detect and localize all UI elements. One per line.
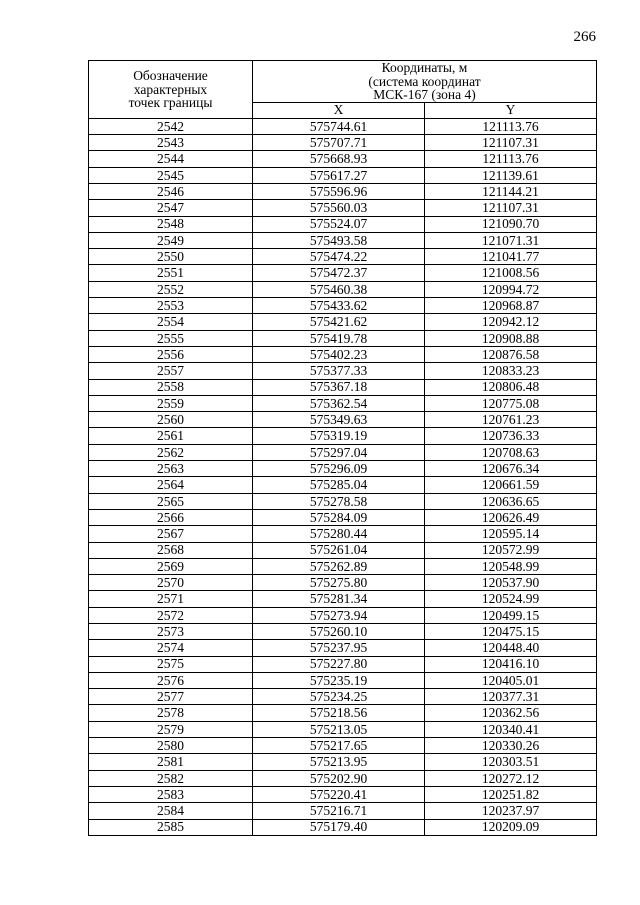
y-coordinate-cell: 121139.61: [425, 167, 597, 183]
y-coordinate-cell: 120499.15: [425, 607, 597, 623]
y-coordinate-cell: 120448.40: [425, 640, 597, 656]
point-id-cell: 2551: [89, 265, 253, 281]
table-row: [89, 167, 597, 183]
point-id-cell: 2550: [89, 249, 253, 265]
y-coordinate-cell: 120572.99: [425, 542, 597, 558]
y-coordinate-cell: 120636.65: [425, 493, 597, 509]
x-coordinate-cell: 575213.95: [253, 754, 425, 770]
x-coordinate-cell: 575235.19: [253, 672, 425, 688]
table-row: [89, 395, 597, 411]
table-row: [89, 379, 597, 395]
x-coordinate-cell: 575216.71: [253, 803, 425, 819]
point-id-cell: 2548: [89, 216, 253, 232]
y-coordinate-cell: 120475.15: [425, 624, 597, 640]
point-id-cell: 2565: [89, 493, 253, 509]
point-id-cell: 2558: [89, 379, 253, 395]
point-header-line-2: характерных: [133, 81, 208, 97]
y-coordinate-cell: 120377.31: [425, 689, 597, 705]
x-coordinate-cell: 575421.62: [253, 314, 425, 330]
table-row: [89, 509, 597, 525]
point-id-cell: 2574: [89, 640, 253, 656]
table-row: [89, 689, 597, 705]
point-id-cell: 2555: [89, 330, 253, 346]
x-coordinate-cell: 575319.19: [253, 428, 425, 444]
point-id-cell: 2557: [89, 363, 253, 379]
y-coordinate-cell: 120340.41: [425, 721, 597, 737]
x-coordinate-cell: 575262.89: [253, 558, 425, 574]
y-coordinate-cell: 120994.72: [425, 281, 597, 297]
coords-header-line-1: Координаты, м: [381, 60, 468, 75]
x-coordinate-cell: 575707.71: [253, 135, 425, 151]
y-coordinate-cell: 120548.99: [425, 558, 597, 574]
point-id-cell: 2542: [89, 118, 253, 134]
x-coordinate-cell: 575227.80: [253, 656, 425, 672]
point-id-cell: 2584: [89, 803, 253, 819]
table-row: [89, 346, 597, 362]
y-coordinate-cell: 120524.99: [425, 591, 597, 607]
y-coordinate-cell: 121090.70: [425, 216, 597, 232]
x-coordinate-cell: 575280.44: [253, 526, 425, 542]
table-row: [89, 721, 597, 737]
table-row: [89, 477, 597, 493]
y-coordinate-cell: 121107.31: [425, 200, 597, 216]
point-id-cell: 2546: [89, 183, 253, 199]
y-coordinate-cell: 120908.88: [425, 330, 597, 346]
y-coordinate-cell: 120942.12: [425, 314, 597, 330]
x-coordinate-cell: 575472.37: [253, 265, 425, 281]
point-id-cell: 2567: [89, 526, 253, 542]
y-coordinate-cell: 120661.59: [425, 477, 597, 493]
table-row: [89, 363, 597, 379]
table-row: [89, 118, 597, 134]
y-coordinate-cell: 121107.31: [425, 135, 597, 151]
x-coordinate-cell: 575296.09: [253, 461, 425, 477]
table-row: [89, 558, 597, 574]
table-row: [89, 591, 597, 607]
y-coordinate-cell: 120968.87: [425, 298, 597, 314]
x-coordinate-cell: 575260.10: [253, 624, 425, 640]
coordinates-header: [253, 61, 597, 103]
x-coordinate-cell: 575560.03: [253, 200, 425, 216]
y-coordinate-cell: 120330.26: [425, 738, 597, 754]
y-coordinate-cell: 120626.49: [425, 509, 597, 525]
table-row: [89, 249, 597, 265]
point-id-cell: 2554: [89, 314, 253, 330]
y-coordinate-cell: 120237.97: [425, 803, 597, 819]
table-row: [89, 754, 597, 770]
table-row: [89, 575, 597, 591]
table-row: [89, 819, 597, 835]
table-row: [89, 200, 597, 216]
y-coordinate-cell: 121041.77: [425, 249, 597, 265]
table-row: [89, 428, 597, 444]
x-coordinate-cell: 575744.61: [253, 118, 425, 134]
point-id-cell: 2573: [89, 624, 253, 640]
point-designation-header: [89, 61, 253, 119]
x-coordinate-cell: 575377.33: [253, 363, 425, 379]
header-row: [89, 61, 597, 103]
table-row: [89, 232, 597, 248]
point-id-cell: 2570: [89, 575, 253, 591]
x-coordinate-cell: 575349.63: [253, 412, 425, 428]
x-coordinate-cell: 575275.80: [253, 575, 425, 591]
coords-header-line-3: МСК-167 (зона 4): [373, 87, 476, 102]
table-row: [89, 183, 597, 199]
table-row: [89, 281, 597, 297]
x-coordinate-cell: 575419.78: [253, 330, 425, 346]
table-row: [89, 265, 597, 281]
x-coordinate-cell: 575362.54: [253, 395, 425, 411]
point-id-cell: 2576: [89, 672, 253, 688]
table-row: [89, 624, 597, 640]
table-row: [89, 607, 597, 623]
y-coordinate-cell: 120272.12: [425, 770, 597, 786]
table-row: [89, 672, 597, 688]
y-coordinate-cell: 121113.76: [425, 118, 597, 134]
x-coordinate-cell: 575284.09: [253, 509, 425, 525]
x-column-header: X: [253, 102, 425, 118]
table-row: [89, 640, 597, 656]
x-coordinate-cell: 575220.41: [253, 786, 425, 802]
point-id-cell: 2559: [89, 395, 253, 411]
point-id-cell: 2572: [89, 607, 253, 623]
point-id-cell: 2582: [89, 770, 253, 786]
table-row: [89, 298, 597, 314]
y-coordinate-cell: 120405.01: [425, 672, 597, 688]
x-coordinate-cell: 575202.90: [253, 770, 425, 786]
y-coordinate-cell: 121113.76: [425, 151, 597, 167]
point-id-cell: 2563: [89, 461, 253, 477]
point-id-cell: 2549: [89, 232, 253, 248]
y-coordinate-cell: 120775.08: [425, 395, 597, 411]
x-coordinate-cell: 575474.22: [253, 249, 425, 265]
x-coordinate-cell: 575237.95: [253, 640, 425, 656]
point-id-cell: 2552: [89, 281, 253, 297]
y-coordinate-cell: 120736.33: [425, 428, 597, 444]
y-coordinate-cell: 120806.48: [425, 379, 597, 395]
y-coordinate-cell: 121144.21: [425, 183, 597, 199]
x-coordinate-cell: 575524.07: [253, 216, 425, 232]
y-coordinate-cell: 120209.09: [425, 819, 597, 835]
x-coordinate-cell: 575179.40: [253, 819, 425, 835]
x-coordinate-cell: 575217.65: [253, 738, 425, 754]
coords-header-line-2: (система координат: [368, 73, 481, 89]
x-coordinate-cell: 575596.96: [253, 183, 425, 199]
point-id-cell: 2566: [89, 509, 253, 525]
x-coordinate-cell: 575297.04: [253, 444, 425, 460]
point-id-cell: 2585: [89, 819, 253, 835]
x-coordinate-cell: 575402.23: [253, 346, 425, 362]
x-coordinate-cell: 575234.25: [253, 689, 425, 705]
y-coordinate-cell: 120708.63: [425, 444, 597, 460]
table-body: [89, 118, 597, 835]
x-coordinate-cell: 575278.58: [253, 493, 425, 509]
y-coordinate-cell: 120303.51: [425, 754, 597, 770]
y-coordinate-cell: 120251.82: [425, 786, 597, 802]
table-row: [89, 216, 597, 232]
y-coordinate-cell: 121071.31: [425, 232, 597, 248]
page-number: 266: [573, 29, 596, 45]
table-row: [89, 770, 597, 786]
y-coordinate-cell: 120537.90: [425, 575, 597, 591]
x-coordinate-cell: 575261.04: [253, 542, 425, 558]
table-row: [89, 461, 597, 477]
point-id-cell: 2579: [89, 721, 253, 737]
point-id-cell: 2544: [89, 151, 253, 167]
point-id-cell: 2581: [89, 754, 253, 770]
table-row: [89, 656, 597, 672]
table-row: [89, 444, 597, 460]
point-id-cell: 2583: [89, 786, 253, 802]
point-id-cell: 2545: [89, 167, 253, 183]
point-id-cell: 2543: [89, 135, 253, 151]
coordinates-table: [88, 60, 597, 836]
y-coordinate-cell: 120876.58: [425, 346, 597, 362]
point-id-cell: 2561: [89, 428, 253, 444]
point-id-cell: 2571: [89, 591, 253, 607]
x-coordinate-cell: 575281.34: [253, 591, 425, 607]
table-row: [89, 412, 597, 428]
x-coordinate-cell: 575460.38: [253, 281, 425, 297]
table-row: [89, 493, 597, 509]
y-coordinate-cell: 121008.56: [425, 265, 597, 281]
point-id-cell: 2569: [89, 558, 253, 574]
y-coordinate-cell: 120761.23: [425, 412, 597, 428]
y-coordinate-cell: 120416.10: [425, 656, 597, 672]
point-header-line-1: Обозначение: [133, 68, 208, 84]
point-id-cell: 2578: [89, 705, 253, 721]
point-id-cell: 2580: [89, 738, 253, 754]
y-coordinate-cell: 120362.56: [425, 705, 597, 721]
table-row: [89, 151, 597, 167]
point-id-cell: 2562: [89, 444, 253, 460]
table-row: [89, 526, 597, 542]
point-id-cell: 2564: [89, 477, 253, 493]
table-row: [89, 314, 597, 330]
point-id-cell: 2568: [89, 542, 253, 558]
y-coordinate-cell: 120833.23: [425, 363, 597, 379]
x-coordinate-cell: 575668.93: [253, 151, 425, 167]
y-column-header: Y: [425, 102, 597, 118]
x-coordinate-cell: 575367.18: [253, 379, 425, 395]
table-row: [89, 542, 597, 558]
table-row: [89, 330, 597, 346]
x-coordinate-cell: 575213.05: [253, 721, 425, 737]
point-id-cell: 2575: [89, 656, 253, 672]
point-header-line-3: точек границы: [128, 95, 213, 111]
point-id-cell: 2560: [89, 412, 253, 428]
table-row: [89, 803, 597, 819]
point-id-cell: 2553: [89, 298, 253, 314]
y-coordinate-cell: 120595.14: [425, 526, 597, 542]
x-coordinate-cell: 575285.04: [253, 477, 425, 493]
x-coordinate-cell: 575273.94: [253, 607, 425, 623]
x-coordinate-cell: 575493.58: [253, 232, 425, 248]
table-row: [89, 738, 597, 754]
point-id-cell: 2577: [89, 689, 253, 705]
table-row: [89, 705, 597, 721]
point-id-cell: 2556: [89, 346, 253, 362]
point-id-cell: 2547: [89, 200, 253, 216]
y-coordinate-cell: 120676.34: [425, 461, 597, 477]
x-coordinate-cell: 575433.62: [253, 298, 425, 314]
table-row: [89, 135, 597, 151]
x-coordinate-cell: 575617.27: [253, 167, 425, 183]
table-row: [89, 786, 597, 802]
x-coordinate-cell: 575218.56: [253, 705, 425, 721]
